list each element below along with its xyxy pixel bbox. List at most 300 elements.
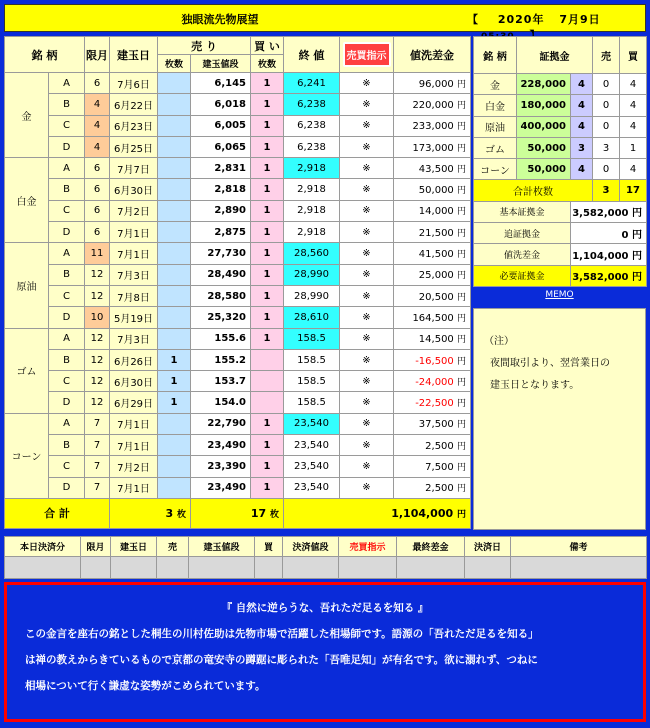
row-signal: ※ bbox=[340, 115, 394, 136]
total-diff bbox=[284, 498, 471, 528]
row-close: 28,560 bbox=[284, 243, 340, 264]
row-sell-qty bbox=[158, 222, 191, 243]
row-price: 155.2 bbox=[191, 349, 251, 370]
row-month: 6 bbox=[85, 200, 110, 221]
col-tateyobi: 建玉日 bbox=[110, 37, 158, 73]
row-diff-yen: 円 bbox=[456, 250, 466, 261]
position-row bbox=[5, 435, 471, 456]
side-tsuika-value: 0 円 bbox=[571, 223, 647, 244]
row-month: 6 bbox=[85, 179, 110, 200]
row-close: 2,918 bbox=[284, 222, 340, 243]
row-sell-qty bbox=[158, 328, 191, 349]
row-diff-value: -24,000 bbox=[415, 376, 454, 388]
row-close: 28,990 bbox=[284, 264, 340, 285]
col-meigara: 銘 柄 bbox=[5, 37, 85, 73]
row-signal: ※ bbox=[340, 328, 394, 349]
row-price: 2,818 bbox=[191, 179, 251, 200]
row-buy-qty: 1 bbox=[251, 285, 284, 306]
position-row bbox=[5, 328, 471, 349]
settlement-cell[interactable] bbox=[465, 557, 511, 579]
row-signal: ※ bbox=[340, 158, 394, 179]
row-price: 28,490 bbox=[191, 264, 251, 285]
title-bar bbox=[4, 4, 646, 32]
row-diff-value: -22,500 bbox=[415, 398, 454, 410]
row-date: 7月7日 bbox=[110, 158, 158, 179]
settlement-cell[interactable] bbox=[511, 557, 647, 579]
bracket-open: 【 bbox=[467, 13, 479, 26]
col-uri-maisu: 枚数 bbox=[158, 55, 191, 73]
row-price: 27,730 bbox=[191, 243, 251, 264]
row-diff-value: 2,500 bbox=[425, 483, 454, 495]
row-month: 10 bbox=[85, 307, 110, 328]
row-sell-qty bbox=[158, 94, 191, 115]
row-diff-yen: 円 bbox=[456, 292, 466, 303]
row-diff-yen: 円 bbox=[456, 228, 466, 239]
memo-line-3: 建玉日となります。 bbox=[490, 380, 580, 391]
memo-line-1: （注） bbox=[484, 336, 514, 347]
row-diff-value: 7,500 bbox=[425, 461, 454, 473]
row-close: 6,241 bbox=[284, 73, 340, 94]
row-month: 4 bbox=[85, 94, 110, 115]
group-name: ゴム bbox=[5, 328, 49, 413]
row-diff-yen: 円 bbox=[456, 122, 466, 133]
margin-buy: 4 bbox=[620, 95, 647, 116]
col-kai: 買 い bbox=[251, 37, 284, 55]
row-price: 2,831 bbox=[191, 158, 251, 179]
row-diff bbox=[394, 371, 471, 392]
row-sell-qty bbox=[158, 456, 191, 477]
margin-count: 4 bbox=[571, 74, 593, 95]
total-sell-count: 3 bbox=[165, 506, 174, 520]
settlement-cell[interactable] bbox=[111, 557, 157, 579]
settlement-col-header: 限月 bbox=[81, 537, 111, 557]
margin-buy: 4 bbox=[620, 74, 647, 95]
col-owarine: 終 値 bbox=[284, 37, 340, 73]
row-sell-qty bbox=[158, 413, 191, 434]
row-month: 6 bbox=[85, 158, 110, 179]
row-signal: ※ bbox=[340, 392, 394, 413]
row-sell-qty bbox=[158, 243, 191, 264]
baibai-shiji-label: 売買指示 bbox=[343, 42, 391, 67]
date-year: 2020年 bbox=[497, 13, 545, 26]
col-baibai bbox=[340, 37, 394, 73]
margin-amount: 400,000 bbox=[517, 116, 571, 137]
row-key: A bbox=[49, 243, 85, 264]
row-diff-yen: 円 bbox=[456, 271, 466, 282]
total-diff-yen: 円 bbox=[456, 509, 466, 520]
margin-sell: 0 bbox=[593, 159, 620, 180]
margin-sell: 0 bbox=[593, 116, 620, 137]
row-diff-yen: 円 bbox=[456, 420, 466, 431]
row-key: D bbox=[49, 392, 85, 413]
row-buy-qty: 1 bbox=[251, 158, 284, 179]
row-diff-value: 14,500 bbox=[418, 334, 454, 346]
row-sell-qty bbox=[158, 115, 191, 136]
row-diff bbox=[394, 435, 471, 456]
settlement-cell[interactable] bbox=[255, 557, 283, 579]
settlement-cell[interactable] bbox=[157, 557, 189, 579]
row-diff-value: 173,000 bbox=[412, 142, 454, 154]
row-key: D bbox=[49, 222, 85, 243]
row-month: 4 bbox=[85, 115, 110, 136]
row-month: 7 bbox=[85, 477, 110, 498]
settlement-cell[interactable] bbox=[81, 557, 111, 579]
row-buy-qty: 1 bbox=[251, 115, 284, 136]
row-price: 2,890 bbox=[191, 200, 251, 221]
row-signal: ※ bbox=[340, 285, 394, 306]
group-name: 金 bbox=[5, 73, 49, 158]
row-diff-yen: 円 bbox=[456, 335, 466, 346]
row-diff-value: 14,000 bbox=[418, 206, 454, 218]
row-buy-qty bbox=[251, 392, 284, 413]
memo-line-2: 夜間取引より、翌営業日の bbox=[490, 358, 610, 369]
row-buy-qty: 1 bbox=[251, 264, 284, 285]
row-diff-value: 96,000 bbox=[418, 78, 454, 90]
row-key: C bbox=[49, 200, 85, 221]
position-row bbox=[5, 264, 471, 285]
position-row bbox=[5, 243, 471, 264]
row-key: A bbox=[49, 328, 85, 349]
row-buy-qty: 1 bbox=[251, 435, 284, 456]
side-goukei-row bbox=[474, 180, 647, 201]
row-price: 6,145 bbox=[191, 73, 251, 94]
row-diff-value: 21,500 bbox=[418, 227, 454, 239]
row-diff-yen: 円 bbox=[456, 79, 466, 90]
positions-table bbox=[4, 36, 471, 529]
settlement-col-header: 買 bbox=[255, 537, 283, 557]
col-kai-maisu: 枚数 bbox=[251, 55, 284, 73]
row-signal: ※ bbox=[340, 413, 394, 434]
row-diff bbox=[394, 94, 471, 115]
side-goukei-label: 合計枚数 bbox=[474, 180, 593, 201]
col-tategyoku-nedan: 建玉値段 bbox=[191, 55, 251, 73]
row-diff-value: 220,000 bbox=[412, 99, 454, 111]
margin-buy: 1 bbox=[620, 137, 647, 158]
row-sell-qty bbox=[158, 136, 191, 157]
settlement-col-header: 売 bbox=[157, 537, 189, 557]
settlement-cell[interactable] bbox=[397, 557, 465, 579]
margin-count: 3 bbox=[571, 137, 593, 158]
row-close: 28,610 bbox=[284, 307, 340, 328]
row-close: 2,918 bbox=[284, 200, 340, 221]
total-label: 合 計 bbox=[5, 498, 110, 528]
margin-name: ゴム bbox=[474, 137, 517, 158]
margin-row bbox=[474, 74, 647, 95]
row-diff bbox=[394, 115, 471, 136]
position-row bbox=[5, 73, 471, 94]
row-date: 6月26日 bbox=[110, 349, 158, 370]
side-hitsuyo-value: 3,582,000 円 bbox=[571, 265, 647, 286]
row-month: 12 bbox=[85, 371, 110, 392]
row-buy-qty: 1 bbox=[251, 328, 284, 349]
row-sell-qty bbox=[158, 477, 191, 498]
row-diff-value: -16,500 bbox=[415, 355, 454, 367]
row-close: 6,238 bbox=[284, 94, 340, 115]
row-close: 23,540 bbox=[284, 435, 340, 456]
row-buy-qty: 1 bbox=[251, 179, 284, 200]
row-month: 7 bbox=[85, 413, 110, 434]
row-diff-value: 2,500 bbox=[425, 440, 454, 452]
position-row bbox=[5, 307, 471, 328]
row-diff bbox=[394, 158, 471, 179]
row-month: 12 bbox=[85, 392, 110, 413]
row-price: 28,580 bbox=[191, 285, 251, 306]
position-row bbox=[5, 413, 471, 434]
row-key: B bbox=[49, 264, 85, 285]
total-buy bbox=[191, 498, 284, 528]
group-name: コーン bbox=[5, 413, 49, 498]
row-key: A bbox=[49, 158, 85, 179]
quote-line-3: 相場について行く謙虚な姿勢がこめられています。 bbox=[25, 680, 266, 692]
row-date: 6月29日 bbox=[110, 392, 158, 413]
row-buy-qty: 1 bbox=[251, 200, 284, 221]
margin-name: 白金 bbox=[474, 95, 517, 116]
row-price: 23,490 bbox=[191, 477, 251, 498]
row-diff bbox=[394, 222, 471, 243]
row-close: 158.5 bbox=[284, 349, 340, 370]
side-col-meigara: 銘 柄 bbox=[474, 37, 517, 74]
row-key: C bbox=[49, 285, 85, 306]
row-month: 7 bbox=[85, 435, 110, 456]
row-date: 7月1日 bbox=[110, 243, 158, 264]
side-kihon-row bbox=[474, 201, 647, 222]
row-diff-yen: 円 bbox=[456, 164, 466, 175]
row-diff bbox=[394, 136, 471, 157]
side-hitsuyo-label: 必要証拠金 bbox=[474, 265, 571, 286]
row-date: 7月1日 bbox=[110, 413, 158, 434]
row-buy-qty bbox=[251, 371, 284, 392]
row-diff-yen: 円 bbox=[456, 377, 466, 388]
settlement-cell[interactable] bbox=[189, 557, 255, 579]
margin-count: 4 bbox=[571, 116, 593, 137]
row-signal: ※ bbox=[340, 371, 394, 392]
settlement-col-header: 決済値段 bbox=[283, 537, 339, 557]
row-signal: ※ bbox=[340, 307, 394, 328]
row-sell-qty: 1 bbox=[158, 392, 191, 413]
row-buy-qty: 1 bbox=[251, 413, 284, 434]
row-sell-qty bbox=[158, 158, 191, 179]
row-close: 158.5 bbox=[284, 371, 340, 392]
row-key: B bbox=[49, 179, 85, 200]
side-kihon-label: 基本証拠金 bbox=[474, 201, 571, 222]
row-signal: ※ bbox=[340, 264, 394, 285]
row-sell-qty bbox=[158, 264, 191, 285]
margin-row bbox=[474, 159, 647, 180]
row-diff-yen: 円 bbox=[456, 441, 466, 452]
row-month: 4 bbox=[85, 136, 110, 157]
settlement-cell[interactable] bbox=[283, 557, 339, 579]
side-hitsuyo-row bbox=[474, 265, 647, 286]
position-row bbox=[5, 158, 471, 179]
settlement-empty-row[interactable] bbox=[5, 557, 647, 579]
margin-buy: 4 bbox=[620, 116, 647, 137]
row-price: 23,390 bbox=[191, 456, 251, 477]
margin-sell: 0 bbox=[593, 95, 620, 116]
memo-panel bbox=[473, 308, 646, 530]
margin-amount: 50,000 bbox=[517, 137, 571, 158]
row-price: 6,018 bbox=[191, 94, 251, 115]
group-name: 白金 bbox=[5, 158, 49, 243]
settlement-col-header: 本日決済分 bbox=[5, 537, 81, 557]
row-date: 7月6日 bbox=[110, 73, 158, 94]
total-buy-count: 17 bbox=[250, 506, 267, 520]
col-nesen: 値洗差金 bbox=[394, 37, 471, 73]
row-close: 23,540 bbox=[284, 456, 340, 477]
row-key: D bbox=[49, 136, 85, 157]
row-diff-value: 41,500 bbox=[418, 249, 454, 261]
row-diff bbox=[394, 477, 471, 498]
side-nesen-row bbox=[474, 244, 647, 265]
row-key: B bbox=[49, 435, 85, 456]
date-month-day: 7月9日 bbox=[559, 13, 601, 26]
margin-amount: 50,000 bbox=[517, 159, 571, 180]
row-sell-qty: 1 bbox=[158, 349, 191, 370]
row-buy-qty: 1 bbox=[251, 73, 284, 94]
settlement-cell[interactable] bbox=[5, 557, 81, 579]
row-sell-qty bbox=[158, 200, 191, 221]
row-diff bbox=[394, 285, 471, 306]
row-price: 153.7 bbox=[191, 371, 251, 392]
quote-line-1: この金言を座右の銘とした桐生の川村佐助は先物市場で活躍した相場師です。語源の「吾れただ足るを知る」 bbox=[25, 628, 539, 640]
margin-count: 4 bbox=[571, 159, 593, 180]
row-month: 6 bbox=[85, 222, 110, 243]
memo-link[interactable]: MEMO bbox=[545, 290, 574, 300]
row-diff-yen: 円 bbox=[456, 100, 466, 111]
row-key: A bbox=[49, 73, 85, 94]
quote-line-2: は禅の教えからきているもので京都の竜安寺の蹲踞に彫られた「吾唯足知」が有名です。欲に溺れず、つねに bbox=[25, 654, 538, 666]
row-diff-yen: 円 bbox=[456, 186, 466, 197]
settlement-col-header: 売買指示 bbox=[339, 537, 397, 557]
side-tsuika-row bbox=[474, 223, 647, 244]
margin-sell: 0 bbox=[593, 74, 620, 95]
row-price: 6,065 bbox=[191, 136, 251, 157]
position-row bbox=[5, 94, 471, 115]
row-signal: ※ bbox=[340, 136, 394, 157]
position-row bbox=[5, 115, 471, 136]
row-close: 6,238 bbox=[284, 115, 340, 136]
row-key: C bbox=[49, 456, 85, 477]
row-sell-qty bbox=[158, 285, 191, 306]
side-goukei-s: 3 bbox=[593, 180, 620, 201]
row-diff bbox=[394, 264, 471, 285]
settlement-cell[interactable] bbox=[339, 557, 397, 579]
margin-buy: 4 bbox=[620, 159, 647, 180]
row-price: 6,005 bbox=[191, 115, 251, 136]
row-diff bbox=[394, 392, 471, 413]
row-date: 6月30日 bbox=[110, 179, 158, 200]
row-date: 5月19日 bbox=[110, 307, 158, 328]
row-key: C bbox=[49, 371, 85, 392]
row-diff-value: 25,000 bbox=[418, 270, 454, 282]
row-sell-qty bbox=[158, 435, 191, 456]
row-key: C bbox=[49, 115, 85, 136]
position-row bbox=[5, 222, 471, 243]
position-row bbox=[5, 179, 471, 200]
side-col-kai: 買 bbox=[620, 37, 647, 74]
row-close: 23,540 bbox=[284, 413, 340, 434]
margin-amount: 228,000 bbox=[517, 74, 571, 95]
total-buy-unit: 枚 bbox=[269, 509, 279, 520]
row-sell-qty bbox=[158, 307, 191, 328]
margin-row bbox=[474, 95, 647, 116]
row-key: D bbox=[49, 477, 85, 498]
row-sell-qty bbox=[158, 73, 191, 94]
row-close: 2,918 bbox=[284, 179, 340, 200]
position-row bbox=[5, 136, 471, 157]
row-buy-qty: 1 bbox=[251, 477, 284, 498]
margin-row bbox=[474, 137, 647, 158]
row-diff-yen: 円 bbox=[456, 462, 466, 473]
row-signal: ※ bbox=[340, 73, 394, 94]
side-header-row bbox=[474, 37, 647, 74]
row-price: 2,875 bbox=[191, 222, 251, 243]
row-diff bbox=[394, 456, 471, 477]
row-price: 25,320 bbox=[191, 307, 251, 328]
row-month: 12 bbox=[85, 349, 110, 370]
row-signal: ※ bbox=[340, 94, 394, 115]
position-row bbox=[5, 371, 471, 392]
row-date: 6月30日 bbox=[110, 371, 158, 392]
row-diff-value: 50,000 bbox=[418, 185, 454, 197]
row-signal: ※ bbox=[340, 179, 394, 200]
row-diff-yen: 円 bbox=[456, 207, 466, 218]
row-sell-qty: 1 bbox=[158, 371, 191, 392]
quote-panel bbox=[4, 582, 646, 722]
position-row bbox=[5, 349, 471, 370]
position-row bbox=[5, 456, 471, 477]
row-date: 6月22日 bbox=[110, 94, 158, 115]
side-nesen-label: 値洗差金 bbox=[474, 244, 571, 265]
side-nesen-value: 1,104,000 円 bbox=[571, 244, 647, 265]
row-key: D bbox=[49, 307, 85, 328]
row-close: 6,238 bbox=[284, 136, 340, 157]
row-date: 7月2日 bbox=[110, 200, 158, 221]
row-diff bbox=[394, 328, 471, 349]
row-signal: ※ bbox=[340, 477, 394, 498]
position-row bbox=[5, 392, 471, 413]
settlement-col-header: 決済日 bbox=[465, 537, 511, 557]
row-date: 7月3日 bbox=[110, 328, 158, 349]
row-month: 12 bbox=[85, 285, 110, 306]
settlement-col-header: 備考 bbox=[511, 537, 647, 557]
row-price: 22,790 bbox=[191, 413, 251, 434]
page-title: 独眼流先物展望 bbox=[181, 13, 259, 26]
group-name: 原油 bbox=[5, 243, 49, 328]
row-key: A bbox=[49, 413, 85, 434]
row-month: 12 bbox=[85, 264, 110, 285]
col-gengetsu: 限月 bbox=[85, 37, 110, 73]
position-row bbox=[5, 200, 471, 221]
row-signal: ※ bbox=[340, 243, 394, 264]
row-month: 6 bbox=[85, 73, 110, 94]
row-diff-value: 233,000 bbox=[412, 121, 454, 133]
side-col-shokokin: 証拠金 bbox=[517, 37, 593, 74]
total-diff-value: 1,104,000 bbox=[391, 506, 454, 520]
row-sell-qty bbox=[158, 179, 191, 200]
row-diff-yen: 円 bbox=[456, 313, 466, 324]
row-diff-yen: 円 bbox=[456, 399, 466, 410]
row-signal: ※ bbox=[340, 222, 394, 243]
row-date: 6月25日 bbox=[110, 136, 158, 157]
margin-row bbox=[474, 116, 647, 137]
row-date: 7月1日 bbox=[110, 435, 158, 456]
row-buy-qty bbox=[251, 349, 284, 370]
settlement-col-header: 最終差金 bbox=[397, 537, 465, 557]
row-month: 7 bbox=[85, 456, 110, 477]
row-date: 6月23日 bbox=[110, 115, 158, 136]
row-diff bbox=[394, 307, 471, 328]
row-buy-qty: 1 bbox=[251, 222, 284, 243]
